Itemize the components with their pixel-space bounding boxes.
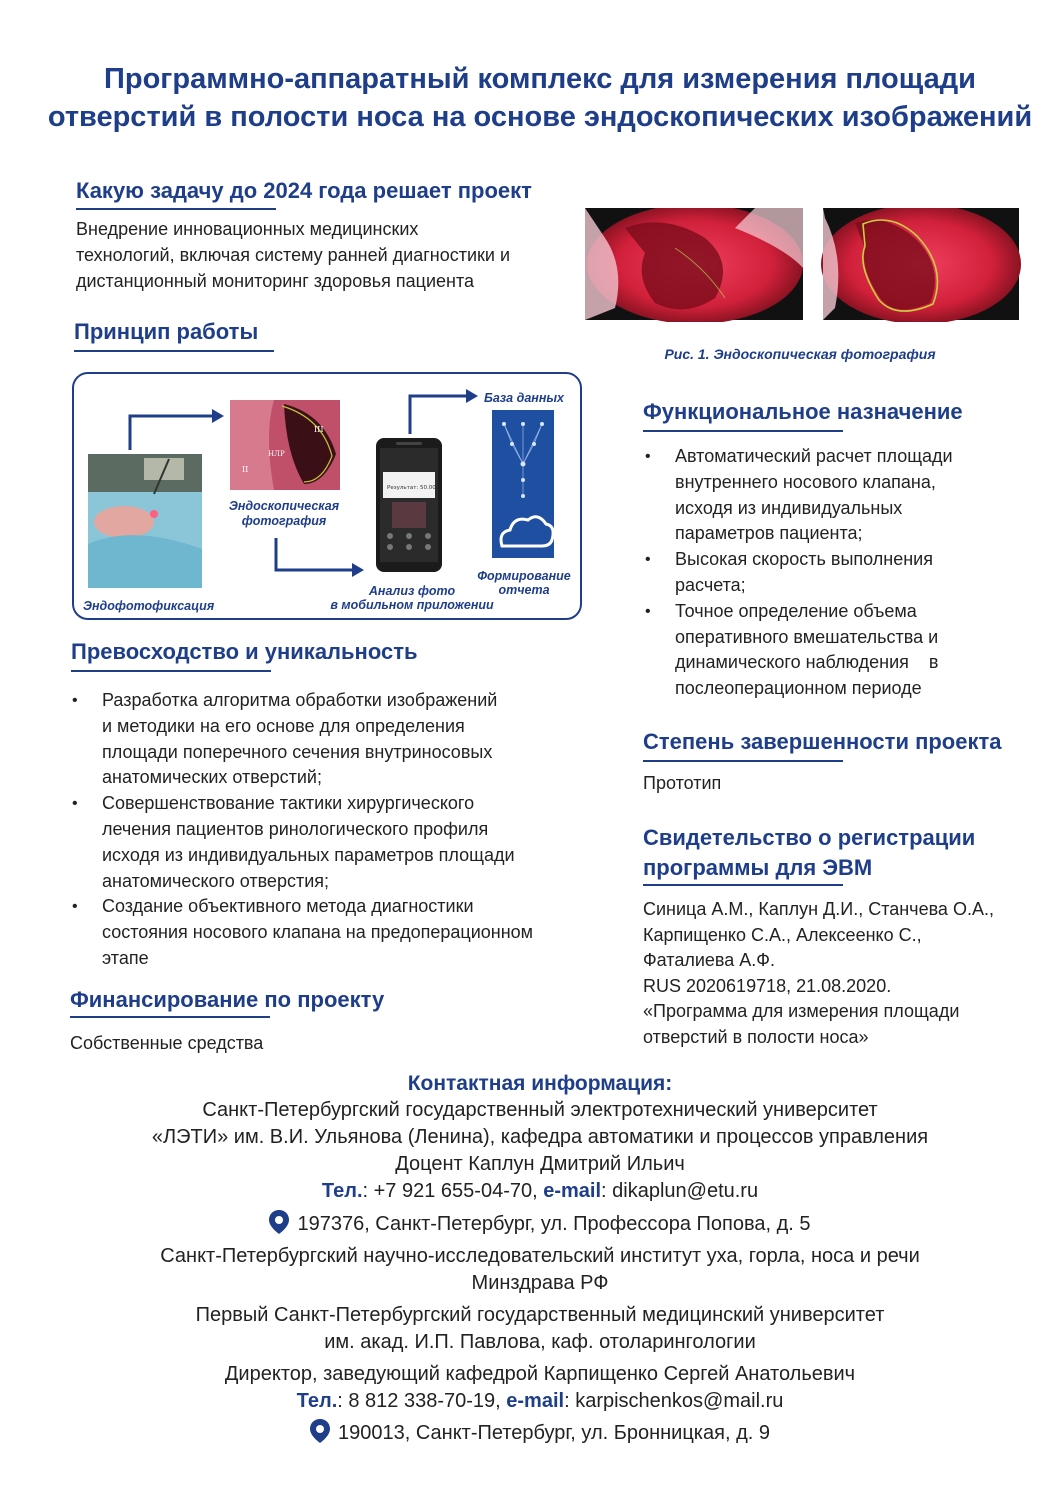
certificate-text (643, 897, 1023, 1050)
funding-text: Собственные средства (70, 1033, 264, 1053)
principle-diagram-graphics (74, 374, 580, 618)
task-heading-rule (76, 208, 276, 210)
label-report-2: отчета (498, 583, 550, 597)
list-item-line: исходя из индивидуальных (675, 497, 903, 518)
org2-line-1: Санкт-Петербургский научно-исследовательский институт уха, горла, носа и речи (160, 1245, 920, 1267)
list-item (102, 688, 602, 791)
superiority-heading: Превосходство и уникальность (71, 639, 418, 664)
email-link[interactable]: : karpischenkos@mail.ru (564, 1390, 784, 1412)
org2-line-2: Минздрава РФ (471, 1272, 609, 1294)
readiness-heading: Степень завершенности проекта (643, 729, 1002, 754)
funding-heading-rule (70, 1016, 270, 1018)
functional-heading: Функциональное назначение (643, 399, 963, 424)
endoscopic-photo-right (821, 208, 1021, 322)
address-2 (40, 1419, 1040, 1447)
org3-line-2: им. акад. И.П. Павлова, каф. отоларингологии (324, 1331, 756, 1353)
list-item-line: лечения пациентов ринологического профиля (102, 818, 489, 839)
endoscopic-photo-small (230, 400, 340, 490)
certificate-heading-line: Свидетельство о регистрации (643, 825, 976, 850)
list-item (675, 444, 1055, 547)
location-pin-icon (310, 1419, 330, 1443)
endo-mark-iii: III (314, 425, 324, 434)
location-pin-icon (269, 1210, 289, 1234)
list-item-line: послеоперационном периоде (675, 678, 922, 699)
list-item-line: внутреннего носового клапана, (675, 471, 936, 492)
list-item (102, 791, 602, 894)
email-label: e-mail (543, 1180, 602, 1202)
list-item-line: • Создание объективного метода диагностики (102, 896, 474, 917)
flow-arrow-2 (276, 538, 352, 570)
principle-heading: Принцип работы (74, 319, 259, 344)
arrowhead-3 (466, 389, 478, 403)
list-item-line: параметров пациента; (675, 523, 863, 544)
task-line: технологий, включая систему ранней диагностики и (76, 245, 511, 265)
list-item-line: • Совершенствование тактики хирургического (102, 793, 475, 814)
label-endoscopic-photo-1: Эндоскопическая (228, 499, 340, 513)
title-line-1: Программно-аппаратный комплекс для измерения площади (104, 63, 976, 95)
org1-line-2: «ЛЭТИ» им. В.И. Ульянова (Ленина), кафедра автоматики и процессов управления (151, 1126, 929, 1148)
list-item-line: площади поперечного сечения внутриносовых (102, 741, 493, 762)
certificate-heading-line: программы для ЭВМ (643, 855, 873, 880)
database-cloud (492, 410, 554, 558)
readiness-heading-rule (643, 760, 843, 762)
page-title (40, 60, 1040, 136)
address-1 (40, 1210, 1040, 1238)
mobile-phone (376, 438, 442, 572)
label-report-1: Формирование (477, 569, 571, 583)
flow-arrow-1 (130, 416, 212, 450)
funding-heading: Финансирование по проекту (70, 987, 385, 1012)
phone-email-1 (40, 1178, 1040, 1205)
flow-arrow-3 (410, 396, 466, 434)
readiness-text: Прототип (643, 773, 722, 793)
org3-line-1: Первый Санкт-Петербургский государственный медицинский университет (195, 1304, 885, 1326)
list-item (102, 894, 602, 971)
list-item-line: и методики на его основе для определения (102, 715, 465, 736)
certificate-line: отверстий в полости носа» (643, 1026, 869, 1047)
list-item-line: • Точное определение объема (675, 600, 917, 621)
arrowhead-2 (352, 563, 364, 577)
label-analysis-1: Анализ фото (368, 584, 456, 598)
certificate-line: Синица А.М., Каплун Д.И., Станчева О.А., (643, 899, 994, 919)
person1: Доцент Каплун Дмитрий Ильич (395, 1153, 685, 1175)
certificate-line: RUS 2020619718, 21.08.2020. (643, 975, 892, 996)
list-item-line: • Автоматический расчет площади (675, 446, 953, 466)
list-item-line: расчета; (675, 574, 746, 595)
org1-line-1: Санкт-Петербургский государственный электротехнический университет (202, 1099, 878, 1121)
task-line: дистанционный мониторинг здоровья пациента (76, 271, 475, 291)
task-text (76, 216, 576, 294)
tel-label: Тел. (296, 1390, 338, 1412)
task-heading: Какую задачу до 2024 года решает проект (76, 178, 532, 203)
tel-label: Тел. (321, 1180, 363, 1202)
list-item-line: анатомических отверстий; (102, 767, 322, 788)
list-item (675, 547, 1055, 599)
address-text: 190013, Санкт-Петербург, ул. Бронницкая, д. 9 (338, 1422, 770, 1444)
tel-value: : 8 812 338-70-19, (337, 1390, 507, 1412)
list-item-line: • Разработка алгоритма обработки изображений (102, 690, 498, 710)
label-endoscopic-photo-2: фотография (241, 514, 327, 528)
arrowhead-1 (212, 409, 224, 423)
phone-email-2 (40, 1388, 1040, 1415)
endophotofixation-photo (88, 454, 202, 588)
tel-value: : +7 921 655-04-70, (362, 1180, 544, 1202)
list-item-line: исходя из индивидуальных параметров площади (102, 844, 515, 865)
task-line: Внедрение инновационных медицинских (76, 219, 419, 239)
figure-caption: Рис. 1. Эндоскопическая фотография (664, 346, 936, 362)
label-analysis-2: в мобильном приложении (330, 598, 494, 612)
contacts-section (40, 1070, 1040, 1447)
certificate-line: Фаталиева А.Ф. (643, 950, 775, 970)
endoscopic-photo-left (585, 208, 803, 322)
superiority-heading-rule (71, 670, 271, 672)
endoscopic-figure (585, 208, 1025, 322)
certificate-line: Карпищенко С.А., Алексеенко С., (643, 924, 922, 945)
title-line-2: отверстий в полости носа на основе эндоскопических изображений (47, 101, 1033, 133)
list-item (675, 599, 1055, 702)
list-item-line: анатомического отверстия; (102, 870, 329, 891)
list-item-line: • Высокая скорость выполнения (675, 549, 933, 570)
certificate-heading-rule (643, 884, 843, 886)
list-item-line: этапе (102, 947, 149, 968)
endo-mark-nlr: НЛР (268, 450, 285, 458)
certificate-line: «Программа для измерения площади (643, 1001, 960, 1021)
person2: Директор, заведующий кафедрой Карпищенко Сергей Анатольевич (224, 1363, 856, 1385)
principle-diagram (72, 372, 582, 620)
email-link[interactable]: : dikaplun@etu.ru (601, 1180, 759, 1202)
functional-heading-rule (643, 430, 843, 432)
list-item-line: динамического наблюдения в (675, 652, 939, 673)
phone-result-text: Результат: 50.00 (387, 485, 436, 491)
email-label: e-mail (506, 1390, 565, 1412)
superiority-list (70, 688, 602, 972)
label-endophotofixation: Эндофотофиксация (83, 599, 215, 613)
functional-list (643, 444, 1055, 702)
principle-heading-rule (74, 350, 274, 352)
certificate-heading (643, 823, 975, 883)
list-item-line: состояния носового клапана на предоперационном (102, 922, 534, 943)
label-database: База данных (483, 391, 565, 405)
list-item-line: оперативного вмешательства и (675, 626, 939, 647)
endo-mark-ii: II (242, 465, 249, 474)
address-text: 197376, Санкт-Петербург, ул. Профессора Попова, д. 5 (297, 1213, 811, 1235)
contacts-heading: Контактная информация: (407, 1072, 673, 1095)
